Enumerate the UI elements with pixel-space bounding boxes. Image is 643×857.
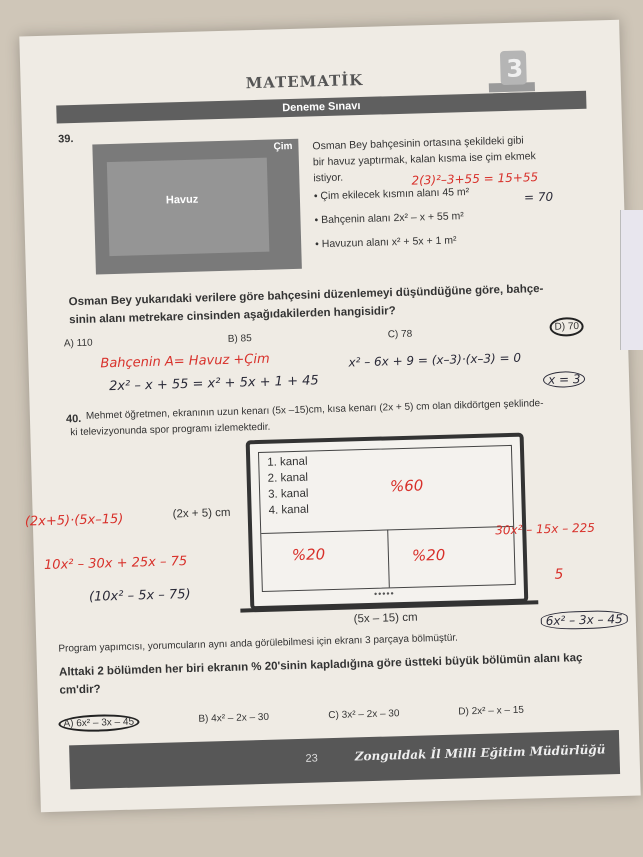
- exam-title-bar: Deneme Sınavı: [56, 91, 586, 124]
- subject-title: MATEMATİK: [245, 70, 364, 93]
- handwriting-times-three: 30x² – 15x – 225: [495, 520, 596, 538]
- pool-label: Havuz: [165, 193, 199, 207]
- page-footer: [69, 730, 620, 789]
- svg-text:3: 3: [505, 54, 524, 83]
- grass-label: Çim: [273, 140, 293, 153]
- q40-option-b[interactable]: B) 4x² – 2x – 30: [198, 711, 270, 725]
- television-figure: [246, 433, 529, 611]
- q39-bullet-2-text: Bahçenin alanı 2x² – x + 55 m²: [320, 210, 464, 227]
- q39-intro-line-3: istiyor.: [313, 171, 344, 185]
- garden-figure: [92, 139, 302, 275]
- q39-intro-line-2: bir havuz yaptırmak, kalan kısma ise çim ekmek: [312, 150, 536, 169]
- q39-question-line-2: sinin alanı metrekare cinsinden aşağıdakilerden hangisidir?: [69, 305, 396, 327]
- handwriting-final-answer: 6x² – 3x – 45: [541, 610, 628, 630]
- handwriting-percent-20-left: %20: [291, 545, 326, 565]
- handwriting-expansion: 10x² – 30x + 25x – 75: [43, 554, 188, 574]
- handwriting-simplified: (10x² – 5x – 75): [88, 586, 191, 605]
- long-side-label: (5x – 15) cm: [353, 611, 418, 626]
- question-39-number: 39.: [58, 133, 74, 146]
- handwriting-equation-2: 2x² – x + 55 = x² + 5x + 1 + 45: [108, 373, 319, 395]
- q40-option-a-circled[interactable]: A) 6x² – 3x – 45: [58, 713, 139, 732]
- q40-question-line-2: cm'dir?: [59, 683, 101, 697]
- channel-2-label: 2. kanal: [267, 471, 309, 485]
- q39-option-b[interactable]: B) 85: [227, 333, 252, 345]
- q40-note: Program yapımcısı, yorumcuların aynı anda görülebilmesi için ekranı 3 parçaya bölmüştür.: [58, 632, 459, 655]
- institution-name: Zonguldak İl Milli Eğitim Müdürlüğü: [354, 742, 606, 764]
- q40-option-d[interactable]: D) 2x² – x – 15: [458, 704, 525, 718]
- q39-intro-line-1: Osman Bey bahçesinin ortasına şekildeki gibi: [312, 134, 524, 153]
- q39-bullet-1-text: Çim ekilecek kısmın alanı 45 m²: [320, 186, 470, 203]
- question-40-number: 40.: [65, 412, 82, 426]
- channel-1-label: 1. kanal: [267, 455, 308, 469]
- q39-option-d-circled[interactable]: D) 70: [549, 317, 584, 337]
- channel-4-label: 4. kanal: [268, 503, 310, 517]
- handwriting-calc-1: 2(3)²–3+55 = 15+55: [411, 170, 539, 188]
- handwriting-equation-1: Bahçenin A= Havuz +Çim: [100, 351, 270, 372]
- tv-indicator-dots: •••••: [373, 588, 395, 599]
- side-paper-strip: [620, 210, 643, 350]
- q40-intro-line-2: ki televizyonunda spor programı izlemektedir.: [70, 421, 271, 439]
- page-number: 23: [305, 752, 318, 765]
- q40-intro-line-1: Mehmet öğretmen, ekranının uzun kenarı (5x –15)cm, kısa kenarı (2x + 5) cm olan dikdörtgen şeklinde-: [85, 398, 544, 422]
- screen-divider-vertical: [387, 529, 390, 587]
- handwriting-product: (2x+5)·(5x–15): [24, 511, 124, 530]
- channel-3-label: 3. kanal: [268, 487, 309, 501]
- handwriting-percent-60: %60: [389, 476, 424, 496]
- q39-bullet-1: • Çim ekilecek kısmın alanı 45 m²: [313, 186, 470, 203]
- handwriting-calc-2: = 70: [523, 189, 554, 205]
- q39-question-line-1: Osman Bey yukarıdaki verilere göre bahçesini düzenlemeyi düşündüğüne göre, bahçe-: [68, 282, 544, 309]
- q40-option-c[interactable]: C) 3x² – 2x – 30: [328, 708, 400, 722]
- q39-bullet-3-text: Havuzun alanı x² + 5x + 1 m²: [321, 234, 457, 251]
- pool-area: [107, 158, 270, 256]
- q39-option-c[interactable]: C) 78: [387, 328, 413, 341]
- exam-page: [19, 20, 640, 812]
- short-side-label: (2x + 5) cm: [172, 506, 231, 521]
- q39-bullet-2: • Bahçenin alanı 2x² – x + 55 m²: [314, 210, 464, 227]
- tv-screen: [258, 445, 516, 592]
- q39-bullet-3: • Havuzun alanı x² + 5x + 1 m²: [315, 234, 457, 251]
- q40-question-line-1: Alttaki 2 bölümden her biri ekranın % 20'sinin kapladığına göre üstteki büyük bölümün alanı kaç: [58, 652, 583, 679]
- handwriting-solution: x = 3: [543, 371, 586, 388]
- handwriting-factoring: x² – 6x + 9 = (x–3)·(x–3) = 0: [348, 350, 522, 370]
- q39-option-a[interactable]: A) 110: [63, 337, 93, 350]
- handwriting-percent-20-right: %20: [411, 545, 446, 565]
- handwriting-divide-five: 5: [554, 566, 564, 583]
